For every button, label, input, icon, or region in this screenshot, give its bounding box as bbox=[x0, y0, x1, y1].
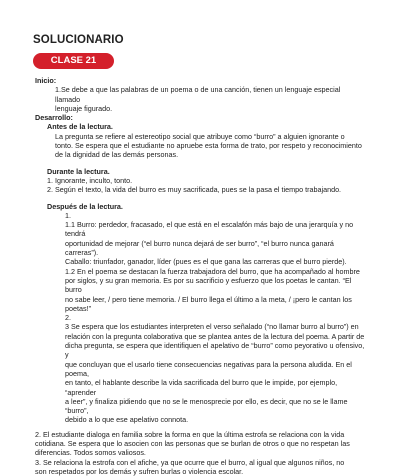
paragraph-line: 3. Se relaciona la estrofa con el afiche, ya que ocurre que el burro, al igual que algunos niños, no bbox=[35, 457, 345, 467]
class-badge: CLASE 21 bbox=[33, 53, 114, 69]
paragraph-line: La pregunta se refiere al estereotipo social que atribuye como “burro” a alguien ignorante o bbox=[55, 131, 345, 141]
paragraph-line: en tanto, el hablante describe la vida sacrificada del burro que le impide, por ejemplo, “aprender bbox=[65, 378, 338, 397]
paragraph-line: 1.2 En el poema se destacan la fuerza trabajadora del burro, que ha acompañado al hombre bbox=[65, 266, 360, 276]
list-number: 2. bbox=[65, 313, 71, 323]
document-body bbox=[35, 76, 365, 476]
page-title: SOLUCIONARIO bbox=[33, 34, 124, 46]
paragraph-line: 2. El estudiante dialoga en familia sobre la forma en que la última estrofa se relaciona con la vida bbox=[35, 429, 345, 439]
paragraph-line: no sabe leer, / pero tiene memoria. / El burro llega el último a la meta, / ¡pero le cantan los bbox=[65, 294, 352, 304]
paragraph-line: diferencias. Todos somos valiosos. bbox=[35, 448, 146, 458]
subheading-antes: Antes de la lectura. bbox=[47, 122, 113, 132]
paragraph-line: poetas!” bbox=[65, 303, 91, 313]
list-number: 1. bbox=[65, 210, 71, 220]
paragraph-line: 2. Según el texto, la vida del burro es muy sacrificada, pues se la pasa el tiempo trabajando. bbox=[47, 185, 342, 195]
paragraph-line: de la dignidad de las demás personas. bbox=[55, 150, 179, 160]
paragraph-line: dicha pregunta, se espera que identifiquen el apelativo de “burro” como peyorativo u ofensivo, y bbox=[65, 341, 365, 360]
paragraph-line: 3 Se espera que los estudiantes interpreten el verso señalado (“no llamar burro al burro”) en bbox=[65, 322, 359, 332]
paragraph-line: que concluyan que el usarlo tiene consecuencias negativas para la persona aludida. En el poema, bbox=[65, 359, 352, 378]
paragraph-line: lenguaje figurado. bbox=[55, 103, 113, 113]
paragraph-line: cotidiana. Se espera que lo asocien con las personas que se burlan de otros o que no respetan las bbox=[35, 438, 350, 448]
subheading-durante: Durante la lectura. bbox=[47, 166, 110, 176]
paragraph-line: 1.1 Burro: perdedor, fracasado, el que está en el escalafón más bajo de una jerarquía y no tendrá bbox=[65, 220, 354, 239]
subheading-despues: Después de la lectura. bbox=[47, 201, 123, 211]
paragraph-line: son respetados por los demás y sufren burlas o violencia escolar. bbox=[35, 466, 244, 476]
paragraph-line: tonto. Se espera que el estudiante no apruebe esta forma de trato, por respeto y reconocimiento bbox=[55, 141, 362, 151]
paragraph-line: relación con la pregunta colaborativa que se plantea antes de la lectura del poema. A partir de bbox=[65, 331, 365, 341]
paragraph-line: a leer”, y finaliza pidiendo que no se le menosprecie por ello, es decir, que no se le llame “burro”, bbox=[65, 396, 348, 416]
paragraph-line: debido a lo que ese apelativo connota. bbox=[65, 415, 189, 425]
section-heading-desarrollo: Desarrollo: bbox=[35, 113, 73, 123]
paragraph-line: por siglos, y su gran memoria. Es por su sacrificio y esfuerzo que los poetas le cantan. “El burro bbox=[65, 275, 352, 295]
paragraph-line: oportunidad de mejorar (“el burro nunca dejará de ser burro”, “el burro nunca ganará carreras”). bbox=[65, 238, 334, 258]
paragraph-line: Caballo: triunfador, ganador, líder (pues es el que gana las carreras que el burro pierde). bbox=[65, 257, 347, 267]
paragraph-line: 1. Ignorante, inculto, tonto. bbox=[47, 175, 133, 185]
section-heading-inicio: Inicio: bbox=[35, 76, 57, 85]
paragraph-line: 1.Se debe a que las palabras de un poema o de una canción, tienen un lenguaje especial llamado bbox=[55, 85, 341, 104]
